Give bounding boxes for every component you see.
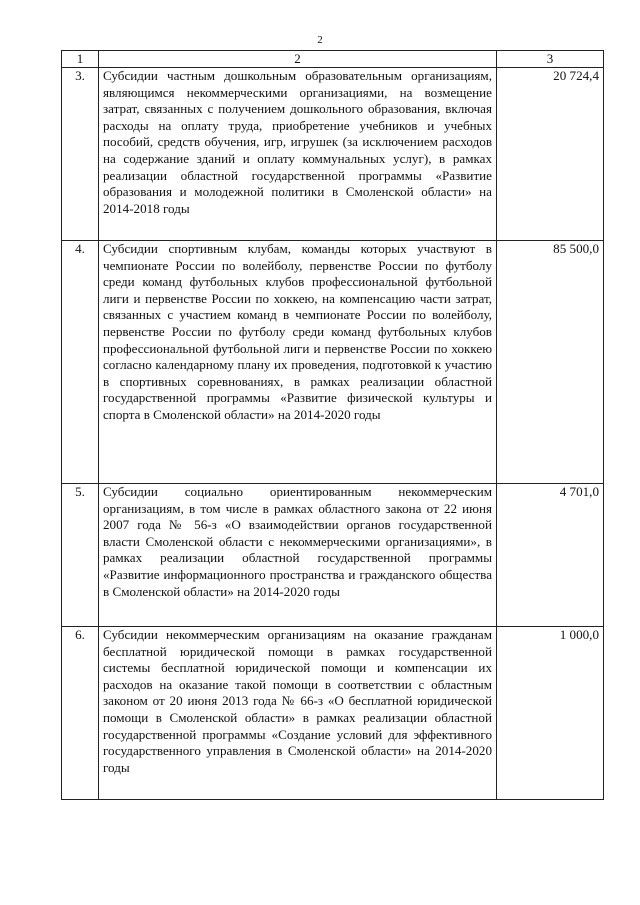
column-header-description: 2 — [99, 51, 497, 68]
page-number: 2 — [317, 34, 323, 46]
table-row — [62, 627, 604, 800]
row-description: Субсидии некоммерческим организациям на оказание гражданам бесплатной юридической помощи в рамках государственной системы бесплатной юридической помощи и компенсации их расходов на оказание такой помощи в соответствии с областным законом от 20 июня 2013 года № 66-з «О бесплатной юридической помощи в Смоленской области» в рамках реализации областной государственной программы «Создание условий для эффективного государственного управления в Смоленской области» на 2014-2020 годы — [99, 627, 497, 800]
column-header-amount: 3 — [497, 51, 604, 68]
table-header-row — [62, 51, 604, 68]
subsidies-table — [61, 50, 604, 800]
column-header-number: 1 — [62, 51, 99, 68]
row-description: Субсидии частным дошкольным образовательным организациям, являющимся некоммерческими организациями, на возмещение затрат, связанных с получением дошкольного образования, включая расходы на оплату труда, приобретение учебников и учебных пособий, средств обучения, игр, игрушек (за исключением расходов на содержание зданий и оплату коммунальных услуг), в рамках реализации областной государственной программы «Развитие образования и молодежной политики в Смоленской области» на 2014-2018 годы — [99, 68, 497, 241]
row-description: Субсидии социально ориентированным некоммерческим организациям, в том числе в рамках областного закона от 22 июня 2007 года № 56-з «О взаимодействии органов государственной власти Смоленской области с некоммерческими организациями», в рамках реализации областной государственной программы «Развитие информационного пространства и гражданского общества в Смоленской области» на 2014-2020 годы — [99, 484, 497, 627]
row-amount: 4 701,0 — [497, 484, 604, 627]
row-number: 6. — [62, 627, 99, 800]
row-number: 3. — [62, 68, 99, 241]
table-row — [62, 484, 604, 627]
row-amount: 85 500,0 — [497, 241, 604, 484]
row-amount: 20 724,4 — [497, 68, 604, 241]
row-number: 4. — [62, 241, 99, 484]
table-row — [62, 68, 604, 241]
row-description: Субсидии спортивным клубам, команды которых участвуют в чемпионате России по волейболу, первенстве России по футболу среди команд футбольных клубов профессиональной футбольной лиги и первенстве России по хоккею, на компенсацию части затрат, связанных с участием команд в чемпионате России по волейболу, первенстве России по футболу среди команд футбольных клубов профессиональной футбольной лиги и первенстве России по хоккею согласно календарному плану их проведения, подготовкой к участию в спортивных соревнованиях, в рамках реализации областной государственной программы «Развитие физической культуры и спорта в Смоленской области» на 2014-2020 годы — [99, 241, 497, 484]
table-row — [62, 241, 604, 484]
row-number: 5. — [62, 484, 99, 627]
row-amount: 1 000,0 — [497, 627, 604, 800]
